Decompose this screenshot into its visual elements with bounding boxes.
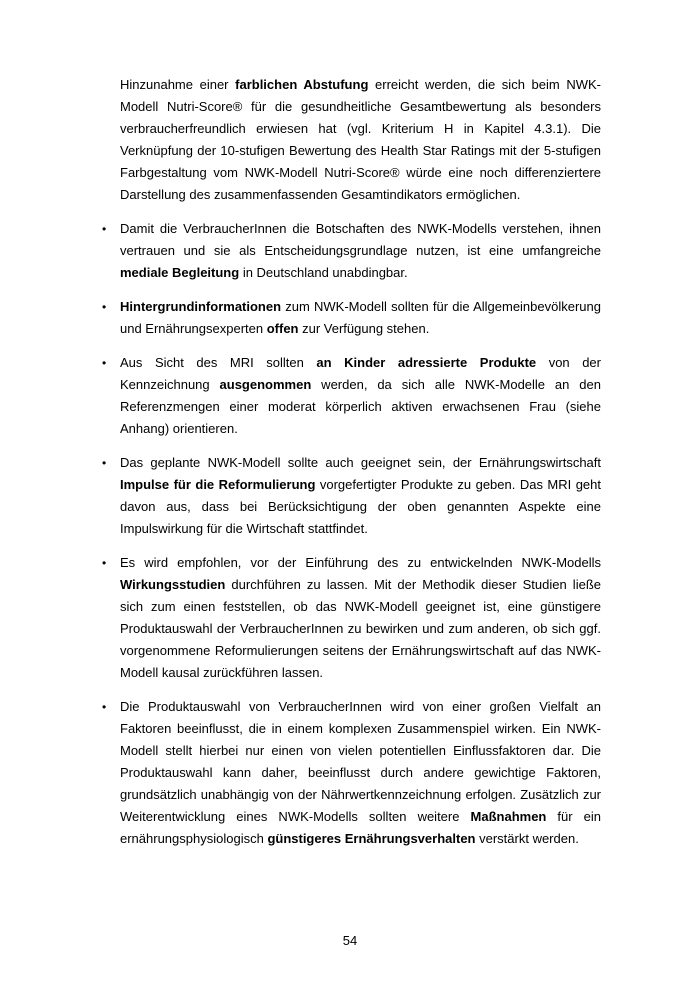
text-run: Es wird empfohlen, vor der Einführung des zu entwickelnden NWK-Modells (120, 555, 601, 570)
text-run: verstärkt werden. (475, 831, 579, 846)
emphasis-run: offen (266, 321, 299, 336)
text-run: Hinzunahme einer (120, 77, 236, 92)
bullet-icon: • (102, 222, 107, 236)
bullet-item (102, 352, 601, 440)
text-run: zum NWK-Modell sollten für die Allgemeinbevölkerung und Ernährungsexperten (120, 299, 601, 336)
bullet-item (102, 696, 601, 850)
intro-paragraph (120, 74, 601, 206)
text-run: zur Verfügung stehen. (298, 321, 430, 336)
emphasis-run: an Kinder adressierte Produkte (316, 355, 537, 370)
emphasis-run: günstigeres Ernährungsverhalten (267, 831, 476, 846)
emphasis-run: mediale Begleitung (120, 265, 240, 280)
bullet-item (102, 552, 601, 684)
page-number: 54 (342, 933, 358, 948)
bullet-icon: • (102, 456, 107, 470)
bullet-item (102, 218, 601, 284)
text-run: in Deutschland unabdingbar. (239, 265, 408, 280)
text-run: Die Produktauswahl von VerbraucherInnen wird von einer großen Vielfalt an Faktoren beeinflusst, die in einem komplexen Zusammenspiel wirken. Ein NWK-Modell stellt hierbei nur einen von vielen potentiellen Einflussfaktoren dar. Die Produktauswahl kann daher, beeinflusst durch andere gewichtige Faktoren, grundsätzlich unabhängig von der Nährwertkennzeichnung erfolgen. Zusätzlich zur Weiterentwicklung eines NWK-Modells sollten weitere (120, 699, 601, 824)
bullet-icon: • (102, 356, 107, 370)
bullet-icon: • (102, 700, 107, 714)
page-body (102, 74, 601, 850)
emphasis-run: farblichen Abstufung (235, 77, 369, 92)
text-run: von der Kennzeichnung (120, 355, 601, 392)
text-run: werden, da sich alle NWK-Modelle an den Referenzmengen einer moderat körperlich aktiven erwachsenen Frau (siehe Anhang) orientieren. (120, 377, 601, 436)
emphasis-run: Hintergrundinformationen (120, 299, 282, 314)
emphasis-run: Impulse für die Reformulierung (120, 477, 316, 492)
emphasis-run: Wirkungsstudien (120, 577, 226, 592)
bullet-icon: • (102, 300, 107, 314)
text-run: für ein ernährungsphysiologisch (120, 809, 601, 846)
emphasis-run: Maßnahmen (470, 809, 547, 824)
bullet-item (102, 296, 601, 340)
text-run: vorgefertigter Produkte zu geben. Das MRI geht davon aus, dass bei Berücksichtigung der oben genannten Aspekte eine Impulswirkung für die Wirtschaft stattfindet. (120, 477, 601, 536)
bullet-icon: • (102, 556, 107, 570)
text-run: Aus Sicht des MRI sollten (120, 355, 317, 370)
bullet-item (102, 452, 601, 540)
text-run: erreicht werden, die sich beim NWK-Modell Nutri-Score® für die gesundheitliche Gesamtbewertung als besonders verbraucherfreundlich erwiesen hat (vgl. Kriterium H in Kapitel 4.3.1). Die Verknüpfung der 10-stufigen Bewertung des Health Star Ratings mit der 5-stufigen Farbgestaltung vom NWK-Modell Nutri-Score® würde eine noch differenziertere Darstellung des zusammenfassenden Gesamtindikators ermöglichen. (120, 77, 601, 202)
text-run: Das geplante NWK-Modell sollte auch geeignet sein, der Ernährungswirtschaft (120, 455, 601, 470)
emphasis-run: ausgenommen (219, 377, 312, 392)
text-run: Damit die VerbraucherInnen die Botschaften des NWK-Modells verstehen, ihnen vertrauen und sie als Entscheidungsgrundlage nutzen, ist eine umfangreiche (120, 221, 601, 258)
text-run: durchführen zu lassen. Mit der Methodik dieser Studien ließe sich zum einen feststellen, ob das NWK-Modell geeignet ist, eine günstigere Produktauswahl der VerbraucherInnen zu bewirken und zum anderen, ob sich ggf. vorgenommene Reformulierungen seitens der Ernährungswirtschaft auf das NWK-Modell kausal zurückführen lassen. (120, 577, 601, 680)
